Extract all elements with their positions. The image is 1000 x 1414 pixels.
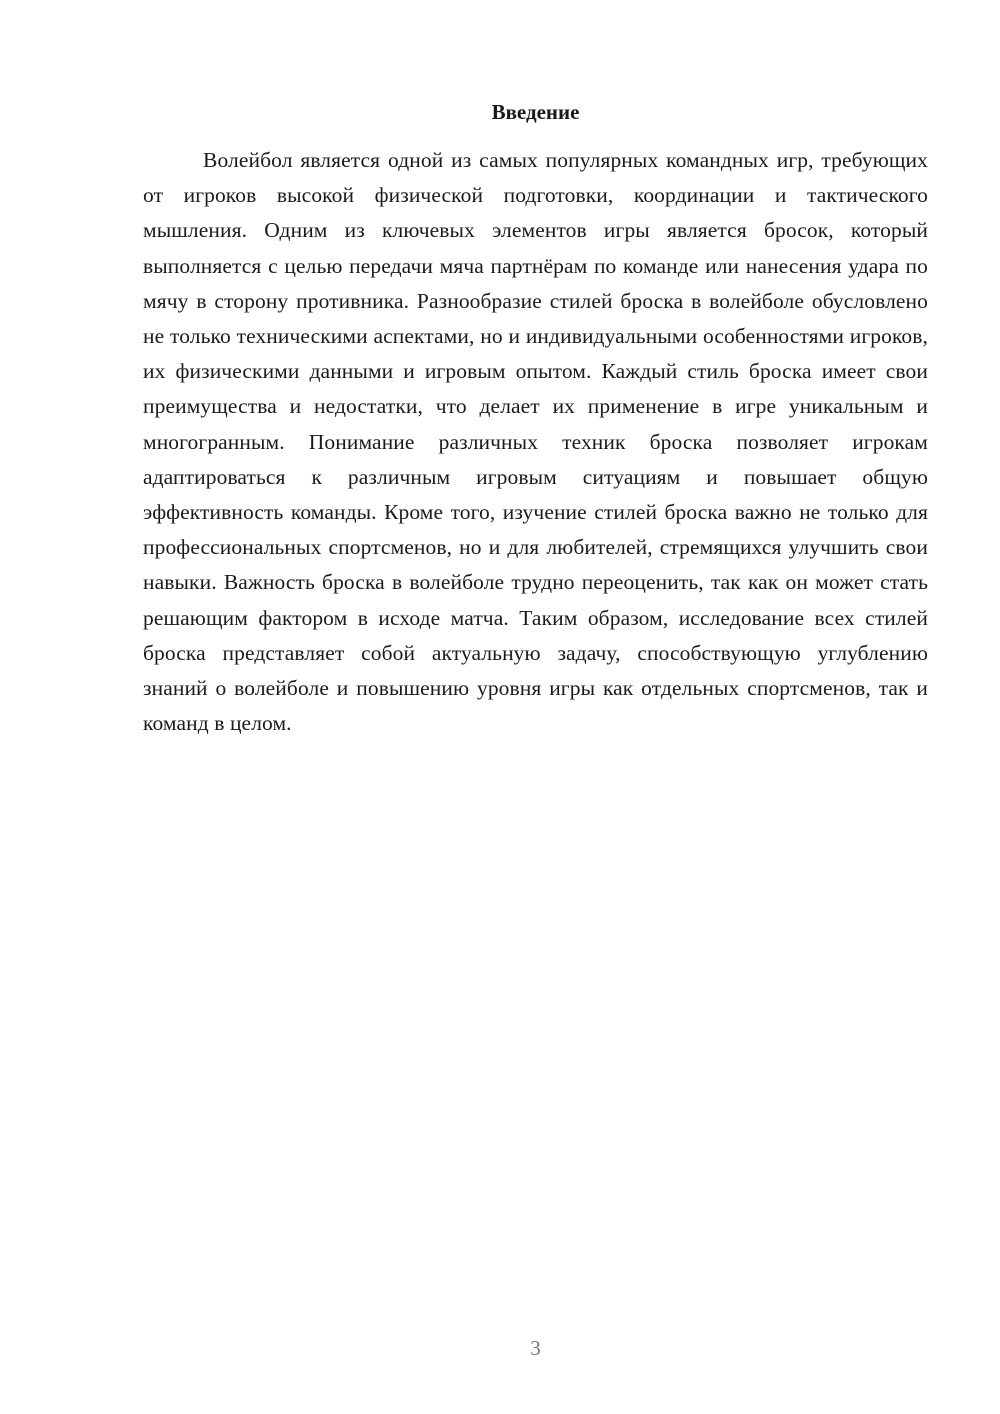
page-number: 3	[530, 1336, 541, 1360]
body-paragraph: Волейбол является одной из самых популярных командных игр, требующих от игроков высокой физической подготовки, координации и тактического мышления. Одним из ключевых элементов игры является бросок, который выполняется с целью передачи мяча партнёрам по команде или нанесения удара по мячу в сторону противника. Разнообразие стилей броска в волейболе обусловлено не только техническими аспектами, но и индивидуальными особенностями игроков, их физическими данными и игровым опытом. Каждый стиль броска имеет свои преимущества и недостатки, что делает их применение в игре уникальным и многогранным. Понимание различных техник броска позволяет игрокам адаптироваться к различным игровым ситуациям и повышает общую эффективность команды. Кроме того, изучение стилей броска важно не только для профессиональных спортсменов, но и для любителей, стремящихся улучшить свои навыки. Важность броска в волейболе трудно переоценить, так как он может стать решающим фактором в исходе матча. Таким образом, исследование всех стилей броска представляет собой актуальную задачу, способствующую углублению знаний о волейболе и повышению уровня игры как отдельных спортсменов, так и команд в целом.	[143, 148, 928, 736]
section-heading: Введение	[491, 100, 580, 124]
